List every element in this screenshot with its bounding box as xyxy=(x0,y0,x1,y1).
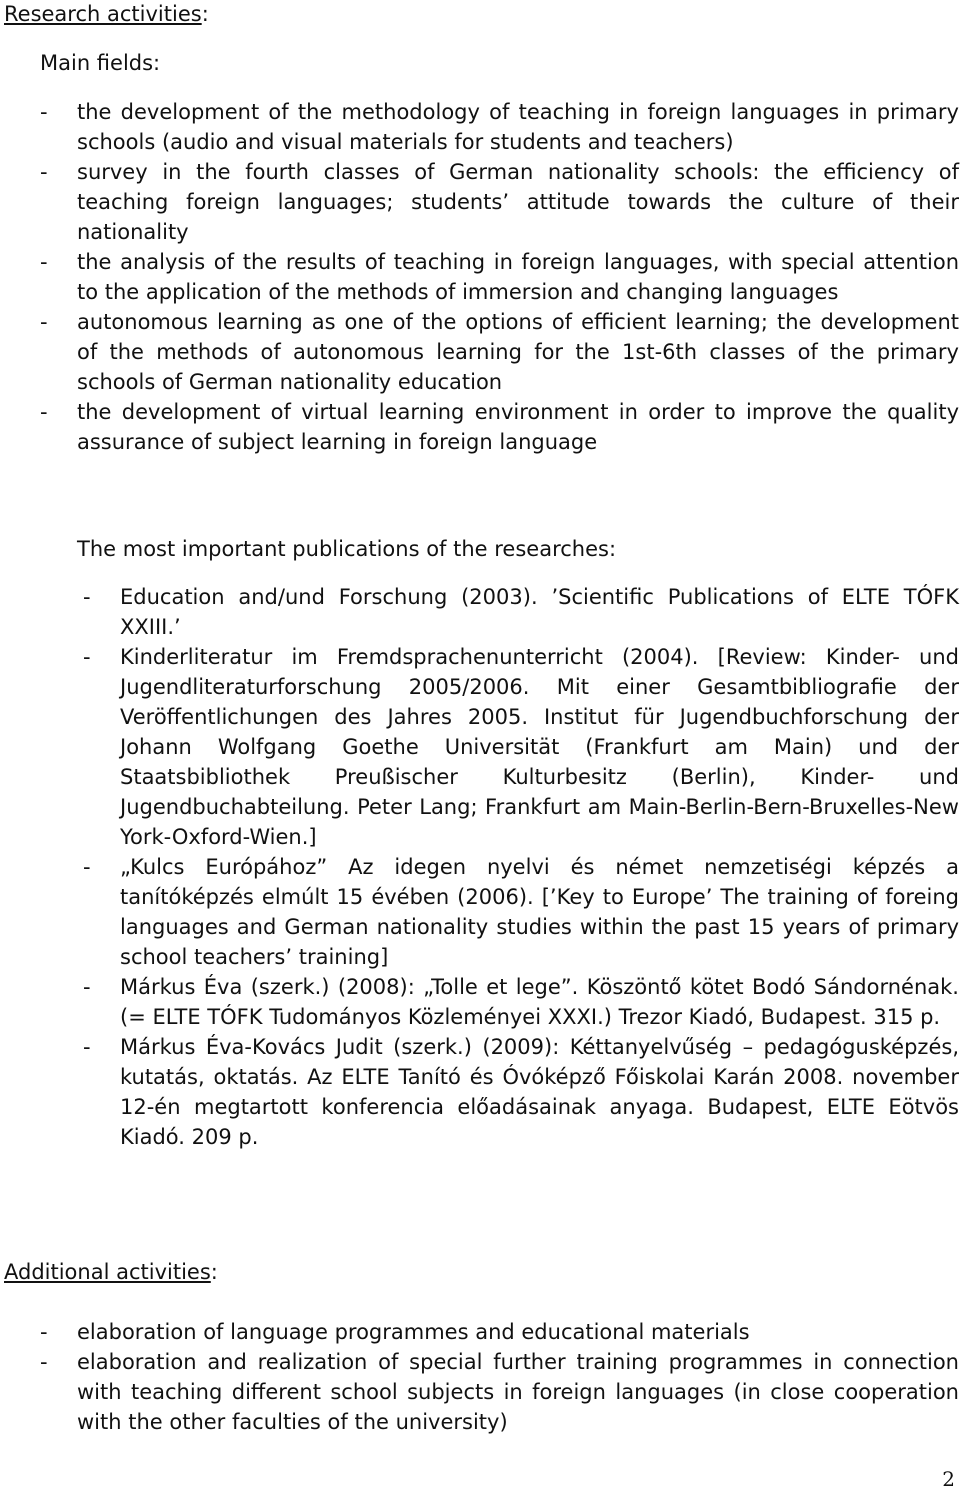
main-field-text: the analysis of the results of teaching in foreign languages, with special attention to the application of the methods of immersion and changing languages xyxy=(77,250,959,304)
list-dash: - xyxy=(40,1320,48,1344)
page-number: 2 xyxy=(942,1467,955,1491)
publications-label: The most important publications of the researches: xyxy=(77,537,617,561)
additional-activities-heading-colon: : xyxy=(210,1260,218,1284)
additional-activities-list xyxy=(40,1317,959,1437)
publication-text: „Kulcs Európához” Az idegen nyelvi és német nemzetiségi képzés a tanítóképzés elmúlt 15 évében (2006). [’Key to Europe’ The training of foreing languages and German nationality studies within the past 15 years of primary school teachers’ training] xyxy=(120,855,959,969)
list-dash: - xyxy=(40,310,48,334)
main-field-item xyxy=(40,247,959,307)
list-dash: - xyxy=(83,1035,91,1059)
main-field-item xyxy=(40,397,959,457)
main-field-item xyxy=(40,97,959,157)
main-field-text: survey in the fourth classes of German nationality schools: the efficiency of teaching foreign languages; students’ attitude towards the culture of their nationality xyxy=(77,160,959,244)
research-activities-heading xyxy=(4,0,209,28)
main-field-item xyxy=(40,157,959,247)
list-dash: - xyxy=(83,645,91,669)
main-field-item xyxy=(40,307,959,397)
publication-text: Kinderliteratur im Fremdsprachenunterricht (2004). [Review: Kinder- und Jugendliteraturforschung 2005/2006. Mit einer Gesamtbibliografie der Veröffentlichungen des Jahres 2005. Institut für Jugendbuchforschung der Johann Wolfgang Goethe Universität (Frankfurt am Main) und der Staatsbibliothek Preußischer Kulturbesitz (Berlin), Kinder- und Jugendbuchabteilung. Peter Lang; Frankfurt am Main-Berlin-Bern-Bruxelles-New York-Oxford-Wien.] xyxy=(120,645,959,849)
list-dash: - xyxy=(40,1350,48,1374)
main-fields-label: Main fields: xyxy=(40,51,161,75)
main-field-text: the development of virtual learning environment in order to improve the quality assurance of subject learning in foreign language xyxy=(77,400,959,454)
list-dash: - xyxy=(83,855,91,879)
main-field-text: autonomous learning as one of the options of efficient learning; the development of the methods of autonomous learning for the 1st-6th classes of the primary schools of German nationality education xyxy=(77,310,959,394)
additional-item-text: elaboration of language programmes and educational materials xyxy=(77,1320,750,1344)
list-dash: - xyxy=(40,100,48,124)
research-activities-heading-text: Research activities xyxy=(4,2,202,26)
publication-item xyxy=(83,582,959,642)
research-activities-heading-colon: : xyxy=(201,2,209,26)
main-fields-list xyxy=(40,97,959,457)
additional-activities-heading xyxy=(4,1258,218,1286)
additional-activities-heading-text: Additional activities xyxy=(4,1260,211,1284)
main-field-text: the development of the methodology of teaching in foreign languages in primary schools (audio and visual materials for students and teachers) xyxy=(77,100,959,154)
publication-item xyxy=(83,1032,959,1152)
additional-item xyxy=(40,1347,959,1437)
publication-text: Márkus Éva-Kovács Judit (szerk.) (2009): Kéttanyelvűség – pedagógusképzés, kutatás, oktatás. Az ELTE Tanító és Óvóképző Főiskolai Karán 2008. november 12-én megtartott konferencia előadásainak anyaga. Budapest, ELTE Eötvös Kiadó. 209 p. xyxy=(120,1035,959,1149)
publication-item xyxy=(83,852,959,972)
publication-text: Márkus Éva (szerk.) (2008): „Tolle et lege”. Köszöntő kötet Bodó Sándornénak. (= ELTE TÓFK Tudományos Közleményei XXXI.) Trezor Kiadó, Budapest. 315 p. xyxy=(120,975,959,1029)
publications-list xyxy=(83,582,959,1152)
list-dash: - xyxy=(40,250,48,274)
list-dash: - xyxy=(83,585,91,609)
publication-item xyxy=(83,642,959,852)
publication-item xyxy=(83,972,959,1032)
additional-item xyxy=(40,1317,959,1347)
additional-item-text: elaboration and realization of special further training programmes in connection with teaching different school subjects in foreign languages (in close cooperation with the other faculties of the university) xyxy=(77,1350,959,1434)
list-dash: - xyxy=(40,400,48,424)
list-dash: - xyxy=(83,975,91,999)
list-dash: - xyxy=(40,160,48,184)
publication-text: Education and/und Forschung (2003). ’Scientific Publications of ELTE TÓFK XXIII.’ xyxy=(120,585,959,639)
